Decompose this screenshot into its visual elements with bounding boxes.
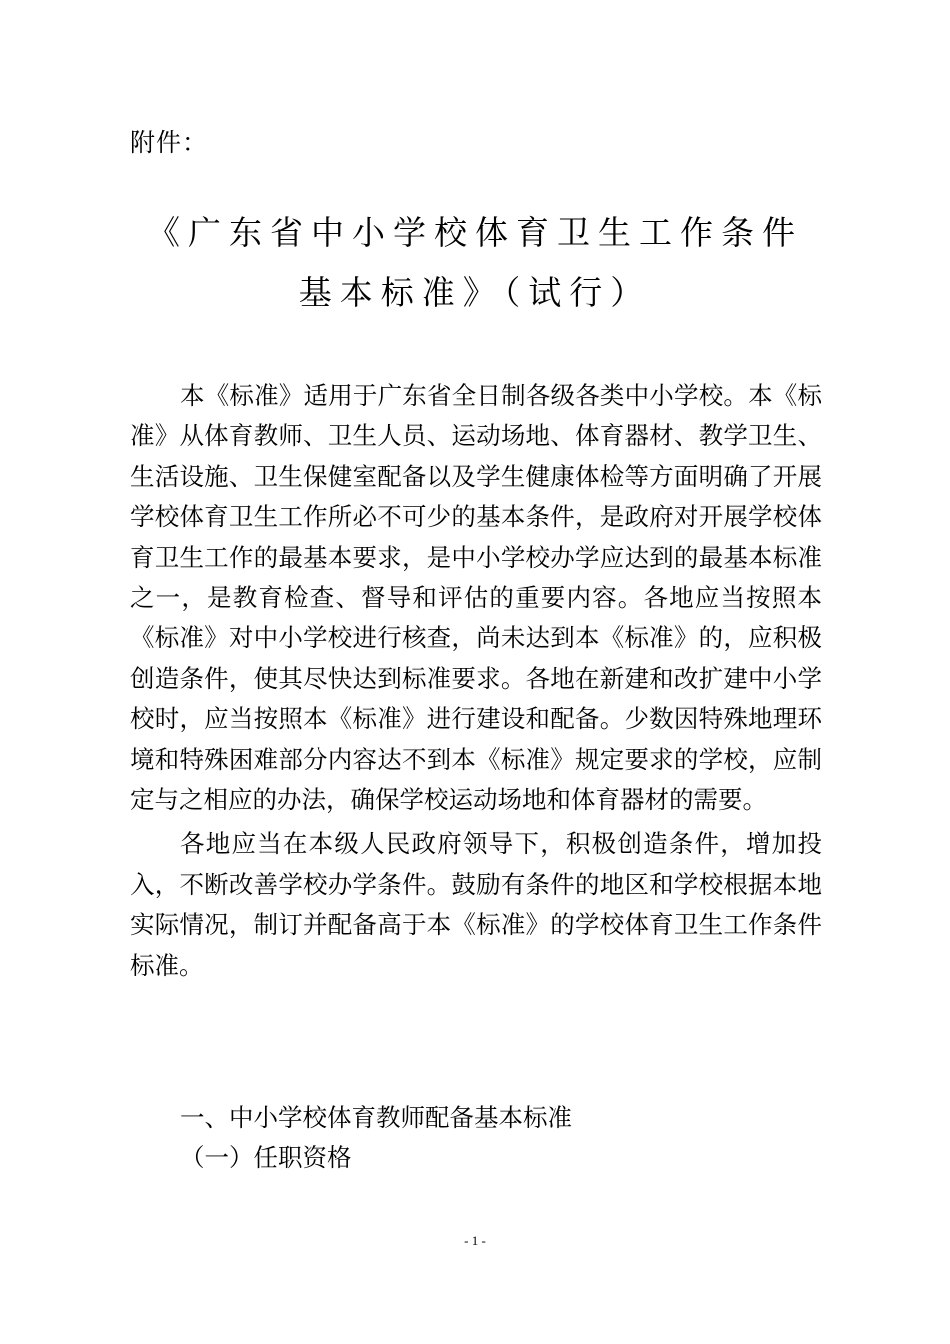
document-body	[130, 376, 822, 986]
paragraph: 各地应当在本级人民政府领导下，积极创造条件，增加投入，不断改善学校办学条件。鼓励有条件的地区和学校根据本地实际情况，制订并配备高于本《标准》的学校体育卫生工作条件标准。	[130, 829, 822, 980]
page-number: - 1 -	[464, 1233, 486, 1248]
paragraph: 本《标准》适用于广东省全日制各级各类中小学校。本《标准》从体育教师、卫生人员、运动场地、体育器材、教学卫生、生活设施、卫生保健室配备以及学生健康体检等方面明确了开展学校体育卫生工作所必不可少的基本条件，是政府对开展学校体育卫生工作的最基本要求，是中小学校办学应达到的最基本标准之一，是教育检查、督导和评估的重要内容。各地应当按照本《标准》对中小学校进行核查，尚未达到本《标准》的，应积极创造条件，使其尽快达到标准要求。各地在新建和改扩建中小学校时，应当按照本《标准》进行建设和配备。少数因特殊地理环境和特殊困难部分内容达不到本《标准》规定要求的学校，应制定与之相应的办法，确保学校运动场地和体育器材的需要。	[130, 381, 822, 815]
title-line-2: 基本标准》（试行）	[298, 273, 652, 312]
subsection-heading: （一）任职资格	[180, 1143, 352, 1172]
section-heading: 一、中小学校体育教师配备基本标准	[180, 1103, 572, 1132]
attachment-label: 附件：	[130, 128, 209, 157]
title-line-1: 《广东省中小学校体育卫生工作条件	[147, 213, 803, 252]
